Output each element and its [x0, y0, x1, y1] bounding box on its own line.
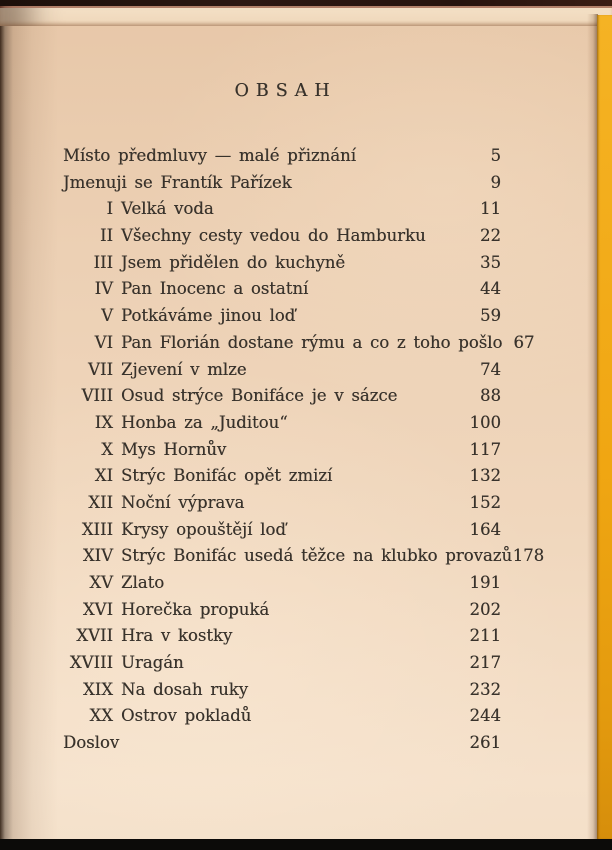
toc-row [63, 706, 501, 733]
toc-row [63, 493, 501, 520]
chapter-numeral: XI [94, 466, 113, 486]
chapter-page-number: 132 [469, 466, 501, 486]
chapter-numeral: II [99, 226, 113, 246]
chapter-title: Horečka propuká [121, 599, 270, 619]
chapter-title: Na dosah ruky [121, 679, 249, 699]
chapter-numeral: XX [89, 706, 113, 726]
page-stack-top-edge [0, 8, 612, 26]
toc-row [63, 733, 501, 760]
chapter-title: Jmenuji se Frantík Pařízek [63, 172, 292, 192]
toc-row [63, 600, 501, 627]
toc-row [63, 306, 501, 333]
chapter-numeral: XIV [82, 546, 113, 566]
chapter-page-number: 11 [480, 199, 501, 219]
chapter-numeral: XVII [76, 626, 113, 646]
contents-page [63, 80, 545, 760]
toc-row [63, 360, 501, 387]
chapter-page-number: 67 [513, 332, 535, 352]
chapter-page-number: 100 [469, 412, 501, 432]
chapter-page-number: 44 [480, 279, 501, 299]
toc-row [63, 466, 501, 493]
chapter-title: Krysy opouštějí loď [121, 519, 286, 539]
chapter-title: Pan Inocenc a ostatní [121, 279, 309, 299]
chapter-page-number: 88 [480, 386, 501, 406]
chapter-title: Honba za „Juditou“ [121, 412, 288, 432]
toc-row [63, 332, 535, 360]
chapter-page-number: 202 [469, 599, 501, 619]
chapter-page-number: 9 [490, 172, 501, 192]
chapter-page-number: 59 [480, 306, 501, 326]
chapter-page-number: 244 [469, 706, 501, 726]
chapter-numeral: V [101, 306, 113, 326]
chapter-numeral: IV [94, 279, 113, 299]
chapter-page-number: 191 [469, 573, 501, 592]
chapter-title: Potkáváme jinou loď [121, 306, 296, 326]
book-cover-edge [597, 15, 612, 839]
chapter-title: Mys Hornův [121, 439, 227, 459]
chapter-title: Uragán [121, 653, 184, 673]
chapter-title: Velká voda [121, 199, 214, 219]
chapter-title: Jsem přidělen do kuchyně [121, 252, 346, 272]
chapter-numeral: XVI [82, 599, 113, 619]
toc-row [63, 573, 501, 600]
chapter-title: Zjevení v mlze [121, 359, 247, 379]
contents-title: OBSAH [234, 81, 337, 101]
chapter-page-number: 178 [512, 546, 545, 566]
chapter-title: Pan Florián dostane rýmu a co z toho pošlo [121, 332, 503, 352]
toc-row [63, 546, 545, 573]
toc-row [63, 440, 501, 467]
chapter-page-number: 261 [469, 733, 501, 753]
chapter-page-number: 217 [469, 653, 501, 673]
chapter-numeral: X [101, 439, 113, 459]
spine-shadow [0, 0, 58, 850]
chapter-page-number: 164 [469, 519, 501, 539]
chapter-page-number: 5 [490, 146, 501, 165]
chapter-title: Ostrov pokladů [121, 706, 252, 726]
toc-row [63, 199, 501, 226]
toc-row [63, 520, 501, 547]
chapter-page-number: 152 [469, 492, 501, 512]
photo-bottom-edge [0, 839, 612, 850]
toc-row [63, 146, 501, 173]
chapter-title: Zlato [121, 573, 165, 592]
chapter-page-number: 74 [480, 359, 501, 379]
chapter-title: Hra v kostky [121, 626, 233, 646]
chapter-page-number: 232 [469, 679, 501, 699]
chapter-title: Strýc Bonifác opět zmizí [121, 466, 333, 486]
chapter-title: Noční výprava [121, 492, 245, 512]
chapter-numeral: I [106, 199, 113, 219]
toc-list [63, 146, 545, 760]
toc-row [63, 173, 501, 200]
toc-row [63, 626, 501, 653]
chapter-numeral: XIII [81, 519, 113, 539]
toc-row [63, 386, 501, 413]
chapter-numeral: XVIII [69, 653, 113, 673]
toc-row [63, 680, 501, 707]
chapter-title: Osud strýce Bonifáce je v sázce [121, 386, 398, 406]
chapter-title: Strýc Bonifác usedá těžce na klubko provazů [121, 546, 513, 566]
chapter-numeral: III [93, 252, 113, 272]
chapter-numeral: VIII [81, 386, 113, 406]
chapter-page-number: 22 [480, 226, 501, 246]
chapter-page-number: 211 [469, 626, 501, 646]
chapter-numeral: XIX [82, 679, 113, 699]
toc-row [63, 653, 501, 680]
chapter-numeral: IX [94, 412, 113, 432]
chapter-title: Všechny cesty vedou do Hamburku [121, 226, 426, 246]
chapter-page-number: 35 [480, 252, 501, 272]
chapter-title: Místo předmluvy — malé přiznání [63, 146, 356, 165]
chapter-numeral: VII [88, 359, 113, 379]
chapter-numeral: XV [89, 573, 113, 592]
toc-row [63, 226, 501, 253]
chapter-page-number: 117 [469, 439, 501, 459]
toc-row [63, 413, 501, 440]
chapter-numeral: XII [88, 492, 113, 512]
toc-row [63, 253, 501, 280]
chapter-title: Doslov [63, 733, 120, 753]
chapter-numeral: VI [94, 332, 113, 352]
toc-row [63, 279, 501, 306]
